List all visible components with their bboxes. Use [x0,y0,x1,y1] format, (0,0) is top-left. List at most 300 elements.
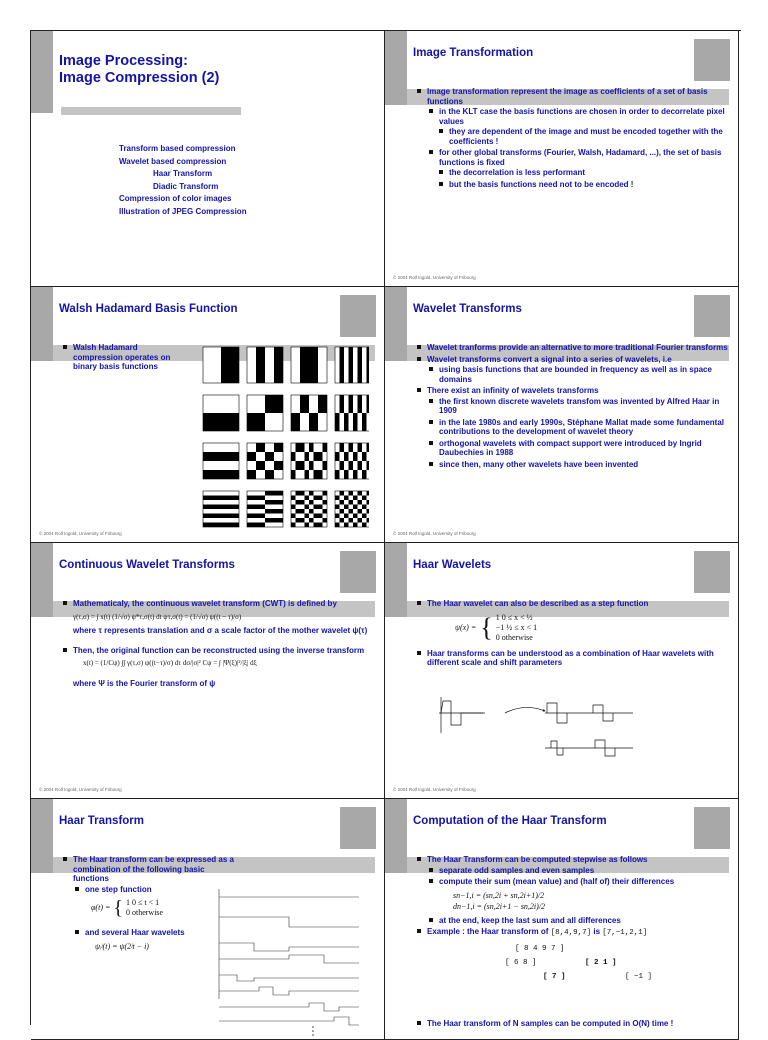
walsh-tile-cell [247,422,252,427]
walsh-tile-cell [358,461,363,466]
walsh-tile-cell [340,347,345,352]
walsh-tile-cell [261,361,266,366]
walsh-tile-cell [353,452,358,457]
walsh-tile-cell [226,413,231,418]
walsh-tile-cell [296,466,301,471]
walsh-tile-cell [367,356,370,361]
walsh-tile-cell [208,422,213,427]
walsh-tile-cell [252,418,257,423]
walsh-tile-cell [221,352,226,357]
walsh-tile-cell [305,409,310,414]
walsh-tile-cell [252,475,257,480]
walsh-tile-cell [279,352,284,357]
walsh-tile-cell [230,374,235,379]
walsh-tile-cell [274,370,279,375]
walsh-tile-cell [309,509,314,514]
slide-heading: Haar Transform [59,815,145,827]
walsh-tile-cell [247,470,252,475]
walsh-tile-cell [279,443,284,448]
walsh-tile-cell [270,509,275,514]
walsh-tile-cell [340,500,345,505]
copyright: © 2004 Rolf Ingold, University of Fribourg [393,531,476,536]
walsh-tile-cell [309,466,314,471]
walsh-tile-cell [274,365,279,370]
walsh-tile-cell [335,413,340,418]
walsh-tile-cell [296,443,301,448]
walsh-tile-cell [291,427,296,432]
walsh-tile-cell [226,427,231,432]
walsh-tile-cell [226,422,231,427]
walsh-tile-cell [314,347,319,352]
walsh-tile-cell [235,475,240,480]
walsh-tile-cell [226,352,231,357]
walsh-tile-cell [349,379,354,384]
walsh-tile-cell [296,500,301,505]
walsh-tile-cell [291,422,296,427]
slide-title-heading: Image Processing: Image Compression (2) [59,53,220,86]
walsh-tile-cell [230,413,235,418]
walsh-tile-cell [309,365,314,370]
walsh-tile-cell [212,413,217,418]
walsh-tile-cell [221,496,226,501]
walsh-tile-cell [212,452,217,457]
walsh-tile-cell [367,379,370,384]
walsh-tile-cell [353,457,358,462]
walsh-tile-cell [358,443,363,448]
walsh-tile-cell [208,452,213,457]
walsh-tile-cell [300,374,305,379]
walsh-tile-cell [305,475,310,480]
walsh-tile-cell [279,409,284,414]
walsh-tile-cell [349,365,354,370]
walsh-tile-cell [353,523,358,528]
walsh-tile-cell [314,374,319,379]
walsh-tile-cell [212,505,217,510]
walsh-tile-cell [252,413,257,418]
walsh-tile-cell [217,470,222,475]
walsh-tile-cell [323,400,328,405]
walsh-tile-cell [314,452,319,457]
slide-haar-wavelets [385,543,739,799]
walsh-tile-cell [256,505,261,510]
walsh-tile-cell [256,365,261,370]
walsh-tile-cell [358,448,363,453]
walsh-tile-cell [309,448,314,453]
walsh-tile-cell [309,370,314,375]
walsh-tile-cell [305,496,310,501]
walsh-tile-cell [261,352,266,357]
walsh-tile-cell [279,500,284,505]
walsh-tile-cell [265,491,270,496]
walsh-tile-cell [203,457,208,462]
walsh-tile-cell [261,466,266,471]
walsh-tile-cell [349,461,354,466]
walsh-tile-cell [252,470,257,475]
walsh-tile-cell [274,491,279,496]
walsh-tile-cell [318,496,323,501]
step-function-formula: φ(t) = { 1 0 ≤ t < 1 0 otherwise [91,897,164,919]
walsh-tile-cell [305,365,310,370]
walsh-tile-cell [252,422,257,427]
walsh-tile-cell [340,466,345,471]
walsh-tile-cell [314,505,319,510]
walsh-tile-cell [256,514,261,519]
walsh-tile-cell [300,395,305,400]
walsh-tile-cell [353,422,358,427]
walsh-tile-cell [230,505,235,510]
slide-heading: Haar Wavelets [413,559,492,571]
walsh-tile-cell [217,475,222,480]
walsh-tile-cell [300,491,305,496]
walsh-tile-cell [265,395,270,400]
walsh-tile-cell [279,466,284,471]
walsh-tile-cell [265,400,270,405]
walsh-tile-cell [296,427,301,432]
slide-heading: Continuous Wavelet Transforms [59,559,235,571]
walsh-tile-cell [318,514,323,519]
walsh-tile-cell [340,379,345,384]
walsh-tile-cell [362,514,367,519]
walsh-tile-cell [367,395,370,400]
walsh-tile-cell [279,509,284,514]
walsh-tile-cell [279,448,284,453]
walsh-tile-cell [256,443,261,448]
walsh-tile-cell [300,404,305,409]
walsh-tile-cell [270,409,275,414]
walsh-tile-cell [309,500,314,505]
walsh-tile-cell [305,370,310,375]
walsh-tile-cell [203,418,208,423]
walsh-tile-cell [291,505,296,510]
walsh-tile-cell [300,347,305,352]
walsh-tile-cell [362,457,367,462]
walsh-tile-cell [221,356,226,361]
walsh-tile-cell [309,443,314,448]
walsh-tile-cell [305,400,310,405]
walsh-tile-cell [208,418,213,423]
walsh-tile-cell [358,409,363,414]
walsh-tile-cell [358,404,363,409]
walsh-tile-cell [296,509,301,514]
walsh-tile-cell [252,457,257,462]
walsh-tile-cell [226,356,231,361]
walsh-tile-cell [296,461,301,466]
walsh-tile-cell [305,452,310,457]
walsh-tile-cell [221,475,226,480]
walsh-tile-cell [212,475,217,480]
walsh-tile-cell [226,470,231,475]
walsh-tile-cell [217,413,222,418]
walsh-tile-cell [235,374,240,379]
walsh-tile-cell [296,448,301,453]
walsh-tile-cell [274,400,279,405]
walsh-tile-cell [265,404,270,409]
walsh-tile-cell [226,374,231,379]
walsh-tile-cell [335,427,340,432]
walsh-tile-cell [212,422,217,427]
walsh-tile-cell [340,518,345,523]
walsh-tile-cell [353,418,358,423]
slide-computation-haar [385,799,739,1040]
walsh-tile-cell [235,418,240,423]
walsh-tile-cell [230,496,235,501]
walsh-tile-cell [309,374,314,379]
walsh-tile-cell [256,427,261,432]
walsh-tile-cell [217,452,222,457]
walsh-tile-cell [261,448,266,453]
walsh-tile-cell [203,452,208,457]
walsh-tile-cell [358,361,363,366]
walsh-tile-cell [349,491,354,496]
walsh-tile-cell [309,422,314,427]
walsh-tile-cell [279,395,284,400]
walsh-tile-cell [235,422,240,427]
walsh-tile-cell [270,491,275,496]
walsh-tile-cell [305,356,310,361]
walsh-tile-cell [252,427,257,432]
slide-body: The Haar Transform can be computed stepwise as follows separate odd samples and even samples compute their sum (mean value) and (half of) their differences sn−1,i = (sn,2i + sn,2i+1)/2 dn−1,i = (sn,2i+1 − sn,2i)/2 at the end, keep the last sum and all differences Example : the Haar transform of [8,4,9,7] is [7,−1,2,1] [ 8 4 9 7 ] [ 6 8 ] [ 2 1 ] [ 7 ] [ −1 ] The Haar transform of N samples can be computed in O(N) time ! [415,855,728,1030]
walsh-tile-cell [274,352,279,357]
haar-step-formula: ψ(x) = { 1 0 ≤ x < ½ −1 ½ ≤ x < 1 0 otherwise [455,612,538,642]
walsh-tile-cell [230,427,235,432]
walsh-tile-cell [318,457,323,462]
haar-wavelet-formula: ψᵢʲ(t) = ψ(2ʲt − i) [95,941,149,951]
walsh-tile-cell [300,448,305,453]
walsh-tile-cell [230,418,235,423]
walsh-tile-cell [335,422,340,427]
walsh-tile-cell [353,505,358,510]
walsh-tile-cell [340,448,345,453]
walsh-tile-cell [247,457,252,462]
walsh-tile-cell [274,347,279,352]
walsh-tile-cell [358,500,363,505]
walsh-tile-cell [256,374,261,379]
walsh-tile-cell [305,374,310,379]
walsh-tile-cell [344,457,349,462]
walsh-tile-cell [349,374,354,379]
walsh-tile-cell [235,470,240,475]
walsh-tile-cell [261,379,266,384]
walsh-tile-cell [367,466,370,471]
walsh-tile-cell [203,475,208,480]
walsh-tile-cell [235,496,240,501]
walsh-tile-cell [309,413,314,418]
walsh-tile-cell [314,514,319,519]
walsh-tile-cell [230,370,235,375]
walsh-tile-cell [212,470,217,475]
haar-computation-table: [ 8 4 9 7 ] [ 6 8 ] [ 2 1 ] [ 7 ] [ −1 ] [505,944,653,981]
walsh-tile-cell [305,457,310,462]
walsh-tile-cell [314,457,319,462]
walsh-tile-cell [221,379,226,384]
walsh-tile-cell [261,443,266,448]
walsh-tile-cell [349,352,354,357]
walsh-tile-cell [230,523,235,528]
walsh-tile-cell [247,496,252,501]
walsh-tile-cell [367,361,370,366]
walsh-tile-cell [344,452,349,457]
slide-haar-transform [31,799,385,1040]
walsh-tile-cell [323,500,328,505]
walsh-tile-cell [235,514,240,519]
walsh-tile-cell [367,404,370,409]
haar-basis-functions-diagram [209,887,379,1037]
walsh-tile-cell [256,466,261,471]
walsh-tile-cell [203,505,208,510]
walsh-tile-cell [221,427,226,432]
walsh-tile-cell [256,352,261,357]
walsh-tile-cell [323,518,328,523]
walsh-tile-cell [358,356,363,361]
slide-body: Mathematicaly, the continuous wavelet transform (CWT) is defined by γ(τ,σ) = ∫ x(t) (1/√σ) ψ*τ,σ(t) dt ψτ,σ(t) = (1/√σ) ψ((t − τ)/σ) where τ represents translation and σ a scale factor of the mother wavelet ψ(τ) Then, the original function can be reconstructed using the inverse transform x(t) = (1/Cψ) ∫∫ γ(τ,σ) ψ((t−τ)/σ) dτ dσ/|σ|² Cψ = ∫ |Ψ(ξ)|²/|ξ| dξ where Ψ is the Fourier transform of ψ [61,599,374,690]
walsh-tile-cell [362,452,367,457]
walsh-tile-cell [344,422,349,427]
walsh-tile-cell [252,505,257,510]
walsh-tile-cell [349,443,354,448]
walsh-tile-cell [300,365,305,370]
walsh-tile-cell [340,400,345,405]
walsh-tile-cell [203,523,208,528]
copyright: © 2004 Rolf Ingold, University of Fribourg [39,531,122,536]
walsh-tile-cell [203,470,208,475]
slide-heading: Walsh Hadamard Basis Function [59,303,238,315]
walsh-tile-cell [217,422,222,427]
walsh-tile-cell [256,496,261,501]
walsh-tile-cell [256,422,261,427]
walsh-tile-cell [323,448,328,453]
walsh-tile-cell [252,514,257,519]
walsh-tile-cell [261,461,266,466]
walsh-tile-cell [296,418,301,423]
walsh-tile-cell [221,413,226,418]
walsh-tile-cell [309,347,314,352]
walsh-tile-cell [212,418,217,423]
walsh-tile-cell [305,379,310,384]
walsh-tile-cell [279,404,284,409]
walsh-tile-cell [362,496,367,501]
walsh-tile-cell [305,505,310,510]
slide-body: The Haar wavelet can also be described as a step function ψ(x) = { 1 0 ≤ x < ½ −1 ½ ≤ x < 1 0 otherwise Haar transforms can be understood as a combination of Haar wavelets with different scale and shift parameters [415,599,728,670]
walsh-tile-cell [353,427,358,432]
walsh-tile-cell [353,514,358,519]
walsh-tile-cell [208,523,213,528]
walsh-tile-cell [261,356,266,361]
walsh-tile-cell [300,466,305,471]
walsh-tile-cell [261,505,266,510]
walsh-tile-cell [318,404,323,409]
walsh-tile-cell [274,404,279,409]
walsh-tile-cell [221,347,226,352]
walsh-tile-cell [349,356,354,361]
walsh-tile-cell [212,427,217,432]
haar-wavelet-diagram [435,693,635,763]
walsh-tile-cell [265,409,270,414]
walsh-tile-cell [203,422,208,427]
walsh-tile-cell [340,374,345,379]
walsh-tile-cell [256,523,261,528]
walsh-tile-cell [230,352,235,357]
walsh-tile-cell [221,505,226,510]
walsh-tile-cell [226,505,231,510]
walsh-tile-cell [230,422,235,427]
walsh-tile-cell [362,422,367,427]
walsh-tile-cell [300,409,305,414]
walsh-tile-cell [367,500,370,505]
walsh-tile-cell [230,356,235,361]
walsh-tile-cell [235,352,240,357]
walsh-tile-cell [279,361,284,366]
walsh-tile-cell [309,518,314,523]
inverse-cwt-formula: x(t) = (1/Cψ) ∫∫ γ(τ,σ) ψ((t−τ)/σ) dτ dσ/|σ|² Cψ = ∫ |Ψ(ξ)|²/|ξ| dξ [83,659,257,667]
walsh-tile-cell [230,347,235,352]
walsh-tile-cell [247,505,252,510]
walsh-tile-cell [340,404,345,409]
walsh-tile-cell [314,427,319,432]
copyright: © 2004 Rolf Ingold, University of Fribourg [393,275,476,280]
walsh-tile-cell [221,457,226,462]
walsh-tile-cell [256,361,261,366]
walsh-tile-cell [300,361,305,366]
walsh-tile-cell [235,457,240,462]
walsh-tile-cell [318,400,323,405]
walsh-tile-cell [362,470,367,475]
slide-walsh-hadamard [31,287,385,543]
walsh-tile-cell [252,496,257,501]
walsh-tile-cell [367,491,370,496]
walsh-tile-cell [230,452,235,457]
walsh-tile-cell [208,470,213,475]
walsh-tile-cell [221,422,226,427]
walsh-tile-cell [270,518,275,523]
walsh-tile-cell [305,404,310,409]
walsh-tile-cell [265,470,270,475]
walsh-tile-cell [314,523,319,528]
walsh-tile-cell [247,418,252,423]
walsh-tile-cell [344,496,349,501]
walsh-tile-cell [247,427,252,432]
walsh-tile-cell [305,470,310,475]
walsh-tile-cell [344,514,349,519]
walsh-tile-cell [274,443,279,448]
handout-page [30,30,741,1028]
walsh-tile-cell [217,496,222,501]
walsh-tile-cell [252,452,257,457]
walsh-tile-cell [256,413,261,418]
walsh-tile-cell [265,475,270,480]
walsh-tile-cell [261,370,266,375]
slide-continuous-wavelet [31,543,385,799]
walsh-tile-cell [358,395,363,400]
walsh-tile-cell [335,505,340,510]
walsh-tile-cell [296,491,301,496]
walsh-tile-cell [291,457,296,462]
walsh-tile-cell [256,370,261,375]
walsh-tile-cell [340,491,345,496]
walsh-tile-cell [226,452,231,457]
walsh-tile-cell [349,404,354,409]
walsh-tile-cell [340,356,345,361]
walsh-tile-cell [323,461,328,466]
walsh-tile-cell [300,352,305,357]
walsh-tile-cell [279,356,284,361]
walsh-tile-cell [230,365,235,370]
walsh-tile-cell [212,457,217,462]
walsh-tile-cell [274,356,279,361]
walsh-tile-cell [300,461,305,466]
walsh-basis-grid [189,341,369,533]
walsh-tile-cell [279,374,284,379]
walsh-tile-cell [217,505,222,510]
